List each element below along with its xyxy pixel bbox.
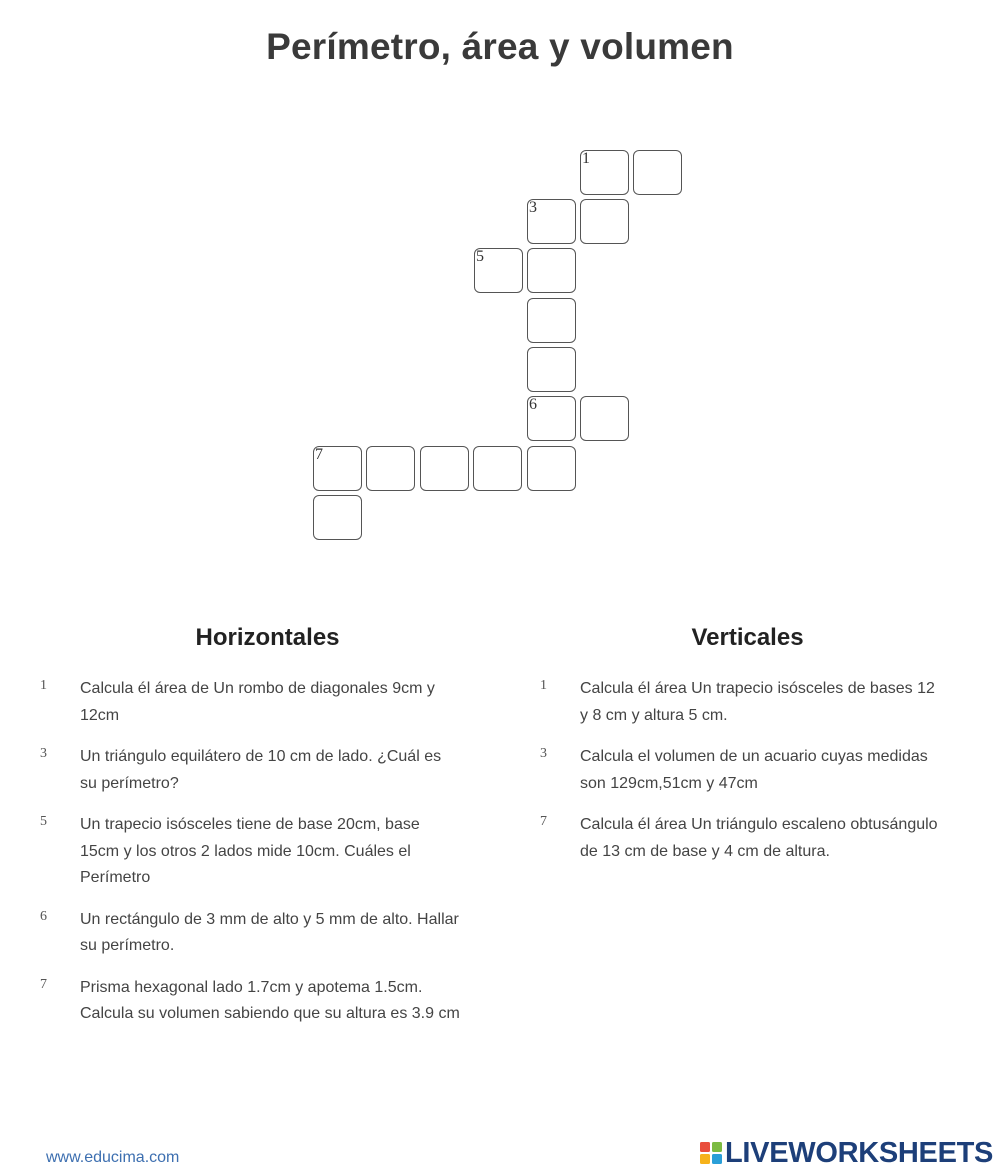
crossword-cell[interactable]: [473, 446, 522, 491]
clue-item-text: Un rectángulo de 3 mm de alto y 5 mm de alto. Hallar su perímetro.: [80, 910, 459, 954]
clue-item: [540, 676, 940, 729]
clue-item-number: 3: [540, 746, 547, 761]
clue-number: 6: [529, 396, 537, 413]
clue-item-number: 1: [40, 678, 47, 693]
crossword-cell[interactable]: [580, 396, 629, 441]
crossword-cell[interactable]: [527, 199, 576, 244]
clue-number: 3: [529, 199, 537, 216]
verticales-heading: Verticales: [691, 624, 804, 651]
clue-item: [40, 676, 460, 729]
horizontales-heading: Horizontales: [195, 624, 340, 651]
clue-number: 7: [315, 446, 323, 463]
educima-link[interactable]: www.educima.com: [46, 1149, 180, 1166]
clue-item-number: 1: [540, 678, 547, 693]
crossword-cell[interactable]: [313, 495, 362, 540]
horizontales-list: [40, 676, 460, 1043]
clue-item-text: Prisma hexagonal lado 1.7cm y apotema 1.5cm. Calcula su volumen sabiendo que su altura es 3.9 cm: [80, 978, 460, 1022]
clue-item-text: Un trapecio isósceles tiene de base 20cm, base 15cm y los otros 2 lados mide 10cm. Cuáles el Perímetro: [80, 816, 420, 886]
crossword-cell[interactable]: [527, 396, 576, 441]
crossword-cell[interactable]: [527, 446, 576, 491]
clue-item-text: Calcula él área Un trapecio isósceles de bases 12 y 8 cm y altura 5 cm.: [580, 680, 935, 724]
clue-item: [540, 812, 940, 865]
clue-item: [540, 744, 940, 797]
crossword-cell[interactable]: [474, 248, 523, 293]
clue-item-text: Calcula él área Un triángulo escaleno obtusángulo de 13 cm de base y 4 cm de altura.: [580, 816, 938, 860]
crossword-cell[interactable]: [313, 446, 362, 491]
crossword-cell[interactable]: [580, 199, 629, 244]
crossword-cell[interactable]: [580, 150, 629, 195]
liveworksheets-brand[interactable]: [699, 1136, 993, 1170]
clue-item: [40, 907, 460, 960]
clue-number: 5: [476, 248, 484, 265]
crossword-cell[interactable]: [366, 446, 415, 491]
clue-item: [40, 975, 460, 1028]
clue-item-number: 3: [40, 746, 47, 761]
crossword-cell[interactable]: [527, 248, 576, 293]
clue-item-text: Calcula él área de Un rombo de diagonales 9cm y 12cm: [80, 680, 435, 724]
page-title: Perímetro, área y volumen: [266, 26, 734, 67]
clue-item-number: 7: [540, 814, 547, 829]
verticales-list: [540, 676, 940, 880]
clue-number: 1: [582, 150, 590, 167]
clue-item: [40, 812, 460, 892]
clue-item-number: 5: [40, 814, 47, 829]
crossword-cell[interactable]: [527, 347, 576, 392]
clue-item: [40, 744, 460, 797]
clue-item-number: 6: [40, 908, 47, 924]
brand-name: LIVEWORKSHEETS: [725, 1136, 994, 1169]
clue-item-text: Un triángulo equilátero de 10 cm de lado. ¿Cuál es su perímetro?: [80, 748, 442, 792]
crossword-cell[interactable]: [527, 298, 576, 343]
clue-item-text: Calcula el volumen de un acuario cuyas medidas son 129cm,51cm y 47cm: [580, 748, 928, 792]
crossword-cell[interactable]: [420, 446, 469, 491]
crossword-cell[interactable]: [633, 150, 682, 195]
liveworksheets-logo-icon: [699, 1141, 723, 1165]
clue-item-number: 7: [40, 976, 47, 992]
